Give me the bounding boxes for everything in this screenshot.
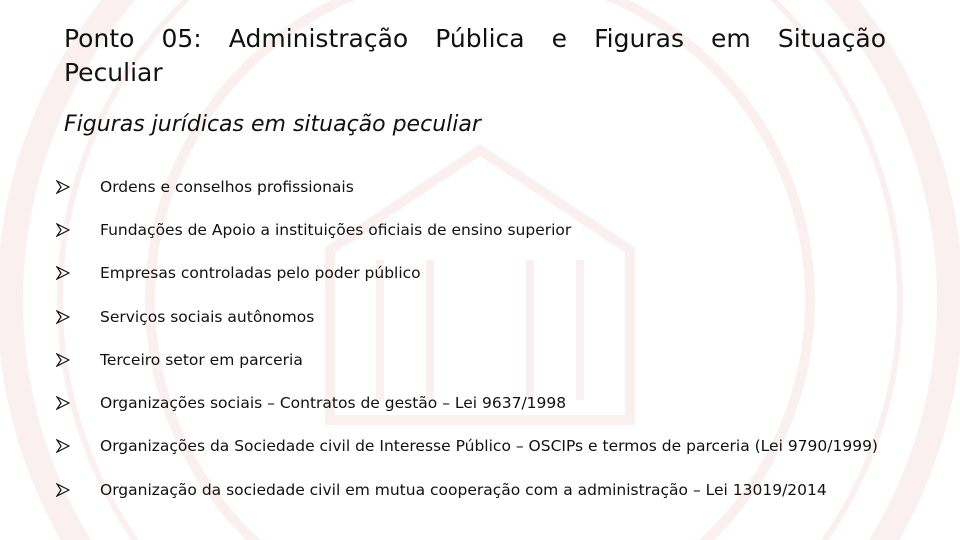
arrowhead-bullet-icon bbox=[56, 266, 70, 280]
slide-title: Ponto 05: Administração Pública e Figuras em Situação Peculiar bbox=[64, 24, 886, 87]
arrowhead-bullet-icon bbox=[56, 396, 70, 410]
list-item bbox=[56, 338, 956, 381]
list-item bbox=[56, 425, 956, 468]
bullet-list bbox=[56, 165, 956, 511]
list-item bbox=[56, 295, 956, 338]
arrowhead-bullet-icon bbox=[56, 223, 70, 237]
list-item-text: Serviços sociais autônomos bbox=[100, 307, 315, 326]
section-subtitle: Figuras jurídicas em situação peculiar bbox=[64, 112, 481, 137]
list-item-text: Empresas controladas pelo poder público bbox=[100, 264, 421, 283]
list-item-text: Organizações sociais – Contratos de gestão – Lei 9637/1998 bbox=[100, 394, 567, 413]
list-item-text: Terceiro setor em parceria bbox=[100, 350, 303, 369]
list-item bbox=[56, 165, 956, 208]
arrowhead-bullet-icon bbox=[56, 180, 70, 194]
arrowhead-bullet-icon bbox=[56, 483, 70, 497]
list-item bbox=[56, 381, 956, 424]
arrowhead-bullet-icon bbox=[56, 353, 70, 367]
arrowhead-bullet-icon bbox=[56, 310, 70, 324]
list-item bbox=[56, 468, 956, 511]
list-item bbox=[56, 252, 956, 295]
list-item-text: Organizações da Sociedade civil de Interesse Público – OSCIPs e termos de parceria (Lei 9790/1999) bbox=[100, 437, 878, 456]
list-item-text: Ordens e conselhos profissionais bbox=[100, 177, 354, 196]
list-item-text: Organização da sociedade civil em mutua cooperação com a administração – Lei 13019/2014 bbox=[100, 480, 827, 499]
arrowhead-bullet-icon bbox=[56, 439, 70, 453]
list-item bbox=[56, 208, 956, 251]
list-item-text: Fundações de Apoio a instituições oficiais de ensino superior bbox=[100, 220, 572, 239]
